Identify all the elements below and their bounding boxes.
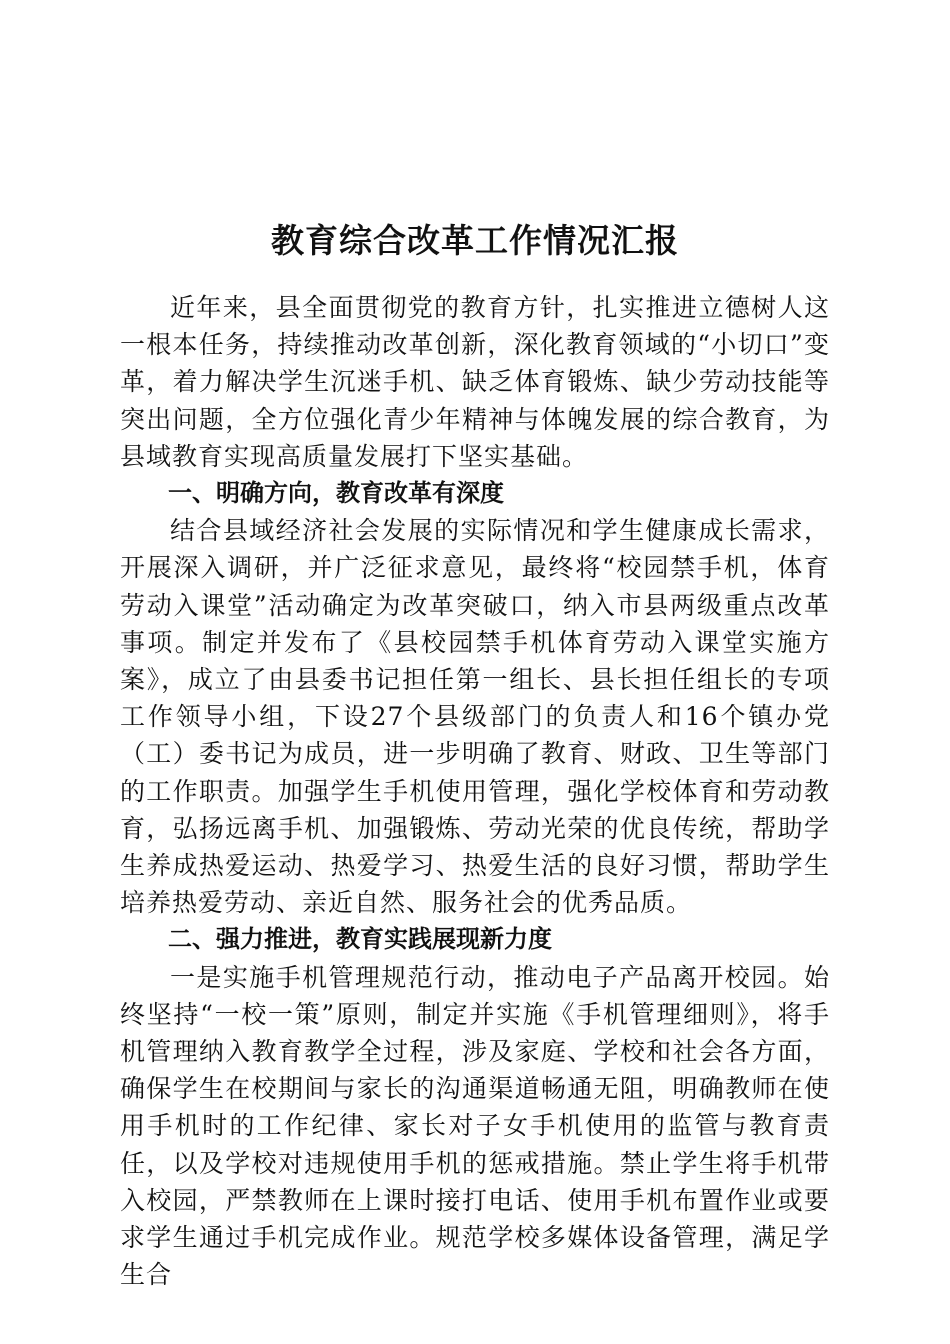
section-1-paragraph: 结合县域经济社会发展的实际情况和学生健康成长需求，开展深入调研，并广泛征求意见，最终将“校园禁手机，体育劳动入课堂”活动确定为改革突破口，纳入市县两级重点改革事项。制定并发布了《县校园禁手机体育劳动入课堂实施方案》，成立了由县委书记担任第一组长、县长担任组长的专项工作领导小组，下设27个县级部门的负责人和16个镇办党（工）委书记为成员，进一步明确了教育、财政、卫生等部门的工作职责。加强学生手机使用管理，强化学校体育和劳动教育，弘扬远离手机、加强锻炼、劳动光荣的优良传统，帮助学生养成热爱运动、热爱学习、热爱生活的良好习惯，帮助学生培养热爱劳动、亲近自然、服务社会的优秀品质。	[120, 516, 830, 918]
section-heading-2: 二、强力推进，教育实践展现新力度	[168, 925, 552, 954]
section-heading-1: 一、明确方向，教育改革有深度	[168, 479, 504, 508]
section-2-paragraph: 一是实施手机管理规范行动，推动电子产品离开校园。始终坚持“一校一策”原则，制定并实施《手机管理细则》，将手机管理纳入教育教学全过程，涉及家庭、学校和社会各方面，确保学生在校期间与家长的沟通渠道畅通无阻，明确教师在使用手机时的工作纪律、家长对子女手机使用的监管与教育责任，以及学校对违规使用手机的惩戒措施。禁止学生将手机带入校园，严禁教师在上课时接打电话、使用手机布置作业或要求学生通过手机完成作业。规范学校多媒体设备管理，满足学生合	[120, 962, 830, 1290]
document-body	[120, 289, 830, 1293]
document-title: 教育综合改革工作情况汇报	[271, 221, 679, 261]
intro-paragraph: 近年来，县全面贯彻党的教育方针，扎实推进立德树人这一根本任务，持续推动改革创新，深化教育领域的“小切口”变革，着力解决学生沉迷手机、缺乏体育锻炼、缺少劳动技能等突出问题，全方位强化青少年精神与体魄发展的综合教育，为县域教育实现高质量发展打下坚实基础。	[120, 293, 830, 471]
